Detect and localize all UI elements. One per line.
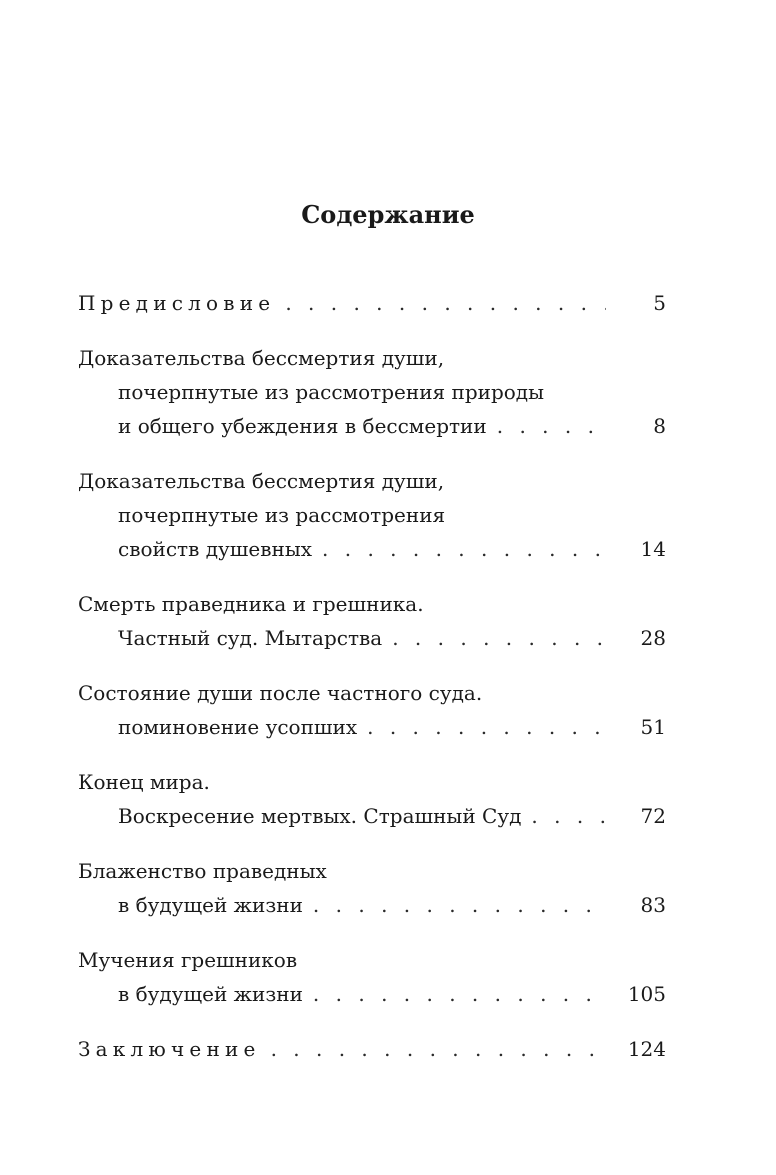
toc-entry-title: Доказательства бессмертия души, (78, 346, 445, 370)
toc-entry-title: Заключение (78, 1037, 261, 1061)
toc-entry-title: Предисловие (78, 291, 276, 315)
toc-entry-title-cont: Воскресение мертвых. Страшный Суд (118, 804, 522, 828)
dot-leader (382, 621, 606, 655)
toc-entry-title-cont: в будущей жизни (118, 982, 303, 1006)
dot-leader (521, 799, 606, 833)
toc-entry-death (78, 587, 666, 655)
toc-page-number: 51 (640, 715, 666, 739)
toc-entry-title-cont: Частный суд. Мытарства (118, 626, 383, 650)
toc-entry-end-of-world (78, 765, 666, 833)
toc-page-number: 124 (627, 1037, 666, 1061)
toc-entry-title: Состояние души после частного суда. (78, 681, 483, 705)
dot-leader (312, 532, 606, 566)
dot-leader (261, 1032, 604, 1066)
dot-leader (487, 409, 606, 443)
toc-entry-title-cont: почерпнутые из рассмотрения (118, 503, 446, 527)
toc-entry-proofs-soul (78, 464, 666, 566)
dot-leader (303, 888, 606, 922)
toc-entry-title: Мучения грешников (78, 948, 298, 972)
toc-entry-title: Доказательства бессмертия души, (78, 469, 445, 493)
toc-entry-title-cont: свойств душевных (118, 537, 313, 561)
dot-leader (357, 710, 606, 744)
table-of-contents (78, 286, 666, 1087)
toc-entry-preface (78, 286, 666, 320)
toc-page-number: 8 (653, 414, 666, 438)
toc-page-number: 105 (627, 982, 666, 1006)
toc-entry-title: Блаженство праведных (78, 859, 327, 883)
toc-entry-title: Конец мира. (78, 770, 210, 794)
toc-entry-state-of-soul (78, 676, 666, 744)
toc-page-number: 28 (640, 626, 666, 650)
toc-entry-proofs-nature (78, 341, 666, 443)
dot-leader (303, 977, 604, 1011)
toc-page-number: 83 (640, 893, 666, 917)
toc-entry-title-cont: почерпнутые из рассмотрения природы (118, 380, 545, 404)
toc-entry-title-cont: и общего убеждения в бессмертии (118, 414, 487, 438)
toc-entry-torments (78, 943, 666, 1011)
toc-entry-title-cont: поминовение усопших (118, 715, 358, 739)
toc-page-number: 72 (640, 804, 666, 828)
toc-page-number: 5 (653, 291, 666, 315)
toc-entry-conclusion (78, 1032, 666, 1066)
dot-leader (275, 286, 606, 320)
page-title: Содержание (301, 200, 475, 229)
toc-entry-title-cont: в будущей жизни (118, 893, 303, 917)
toc-entry-title: Смерть праведника и грешника. (78, 592, 424, 616)
toc-entry-bliss (78, 854, 666, 922)
toc-page-number: 14 (640, 537, 666, 561)
